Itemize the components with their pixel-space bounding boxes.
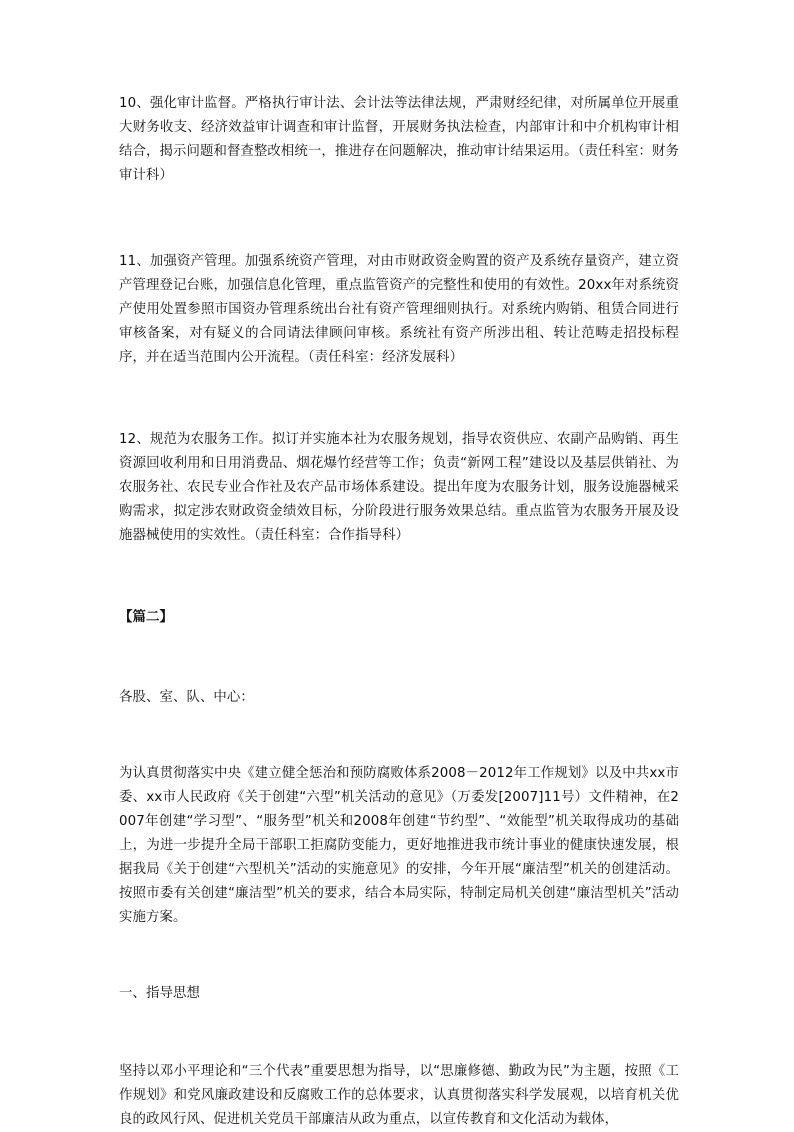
salutation: 各股、室、队、中心： <box>119 690 254 705</box>
section-heading: 【篇二】 <box>119 610 173 625</box>
paragraph-intro: 为认真贯彻落实中央《建立健全惩治和预防腐败体系2008－2012年工作规划》以及中共xx市委、xx市人民政府《关于创建“六型”机关活动的意见》（万委发[2007]11号）文件精神，在2007年创建“学习型”、“服务型”机关和2008年创建“节约型”、“效能型”机关取得成功的基础上，为进一步提升全局干部职工拒腐防变能力，更好地推进我市统计事业的健康快速发展，根据我局《关于创建“六型机关”活动的实施意见》的安排，今年开展“廉洁型”机关的创建活动。按照市委有关创建“廉洁型”机关的要求，结合本局实际，特制定局机关创建“廉洁型机关”活动实施方案。 <box>119 766 679 925</box>
document-page <box>119 92 679 1132</box>
section-title-guiding-ideology: 一、指导思想 <box>119 986 200 1001</box>
paragraph-guiding-ideology: 坚持以邓小平理论和“三个代表”重要思想为指导，以“思廉修德、勤政为民”为主题，按照《工作规划》和党风廉政建设和反腐败工作的总体要求，认真贯彻落实科学发展观，以培育机关优良的政风行风、促进机关党员干部廉洁从政为重点，以宣传教育和文化活动为载体， <box>119 1064 679 1127</box>
paragraph-farm-service: 12、规范为农服务工作。拟订并实施本社为农服务规划，指导农资供应、农副产品购销、再生资源回收利用和日用消费品、烟花爆竹经营等工作；负责“新网工程”建设以及基层供销社、为农服务社、农民专业合作社及农产品市场体系建设。提出年度为农服务计划，服务设施器械采购需求，拟定涉农财政资金绩效目标，分阶段进行服务效果总结。重点监管为农服务开展及设施器械使用的实效性。（责任科室：合作指导科） <box>119 432 679 543</box>
paragraph-asset-management: 11、加强资产管理。加强系统资产管理，对由市财政资金购置的资产及系统存量资产，建立资产管理登记台账，加强信息化管理，重点监管资产的完整性和使用的有效性。20xx年对系统资产使用处置参照市国资办管理系统出台社有资产管理细则执行。对系统内购销、租赁合同进行审核备案，对有疑义的合同请法律顾问审核。系统社有资产所涉出租、转让范畴走招投标程序，并在适当范围内公开流程。（责任科室：经济发展科） <box>119 254 679 365</box>
paragraph-audit-supervision: 10、强化审计监督。严格执行审计法、会计法等法律法规，严肃财经纪律，对所属单位开展重大财务收支、经济效益审计调查和审计监督，开展财务执法检查，内部审计和中介机构审计相结合，揭示问题和督查整改相统一，推进存在问题解决，推动审计结果运用。（责任科室：财务审计科） <box>119 96 679 183</box>
